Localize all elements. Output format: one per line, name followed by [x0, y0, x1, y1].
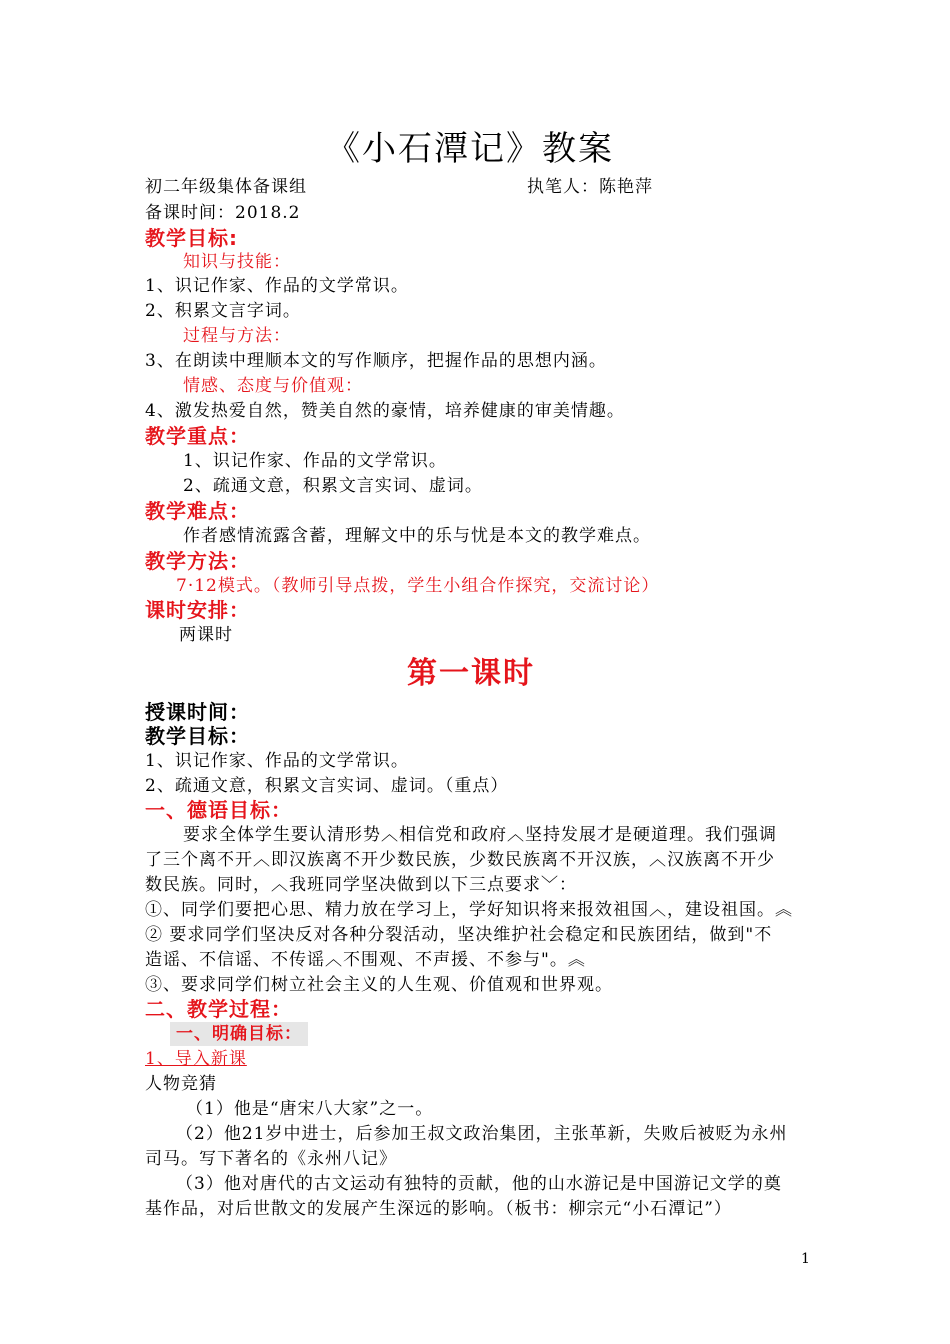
guess-label: 人物竞猜 [145, 1074, 217, 1094]
goal-item: 2、积累文言字词。 [145, 301, 301, 321]
process-heading: 二、教学过程： [145, 997, 292, 1021]
clue-line: （1）他是“唐宋八大家”之一。 [186, 1099, 434, 1119]
moral-text-line: 要求全体学生要认清形势︿相信党和政府︿坚持发展才是硬道理。我们强调 [183, 825, 777, 845]
moral-heading: 一、德语目标： [145, 798, 292, 822]
keypoints-heading: 教学重点： [145, 424, 250, 448]
goal-item: 3、在朗读中理顺本文的写作顺序，把握作品的思想内涵。 [145, 351, 607, 371]
lesson-time-label: 授课时间： [145, 700, 250, 724]
lesson-goal-item: 2、疏通文意，积累文言实词、虚词。（重点） [145, 776, 509, 796]
goal-item: 1、识记作家、作品的文学常识。 [145, 276, 409, 296]
moral-text-line: ③、要求同学们树立社会主义的人生观、价值观和世界观。 [145, 975, 613, 995]
document-title: 《小石潭记》教案 [326, 129, 614, 169]
lesson-goal-label: 教学目标： [145, 724, 250, 748]
moral-text-line: 造谣、不信谣、不传谣︿不围观、不声援、不参与"。︽ [145, 950, 586, 970]
prep-group: 初二年级集体备课组 [145, 177, 307, 197]
author: 执笔人：陈艳萍 [527, 177, 653, 197]
intro-subheading: 1、导入新课 [145, 1049, 247, 1069]
goals-heading: 教学目标: [145, 226, 238, 250]
goal-item: 4、激发热爱自然，赞美自然的豪情，培养健康的审美情趣。 [145, 401, 625, 421]
moral-text-line: ② 要求同学们坚决反对各种分裂活动，坚决维护社会稳定和民族团结，做到"不 [145, 925, 773, 945]
method-text: 7·12模式。（教师引导点拨，学生小组合作探究，交流讨论） [176, 576, 660, 596]
difficulty-heading: 教学难点： [145, 499, 250, 523]
process-label: 过程与方法： [183, 326, 291, 346]
clue-line: （3）他对唐代的古文运动有独特的贡献，他的山水游记是中国游记文学的奠 [176, 1174, 782, 1194]
method-heading: 教学方法： [145, 549, 250, 573]
schedule-text: 两课时 [179, 625, 233, 645]
lesson-goal-item: 1、识记作家、作品的文学常识。 [145, 751, 409, 771]
emotion-label: 情感、态度与价值观： [183, 376, 363, 396]
knowledge-label: 知识与技能： [183, 252, 291, 272]
lesson-heading: 第一课时 [407, 656, 535, 691]
clue-line: 司马。写下著名的《永州八记》 [145, 1149, 397, 1169]
moral-text-line: 了三个离不开︿即汉族离不开少数民族，少数民族离不开汉族，︿汉族离不开少 [145, 850, 775, 870]
prep-date: 备课时间：2018.2 [145, 203, 301, 223]
clear-goals-subheading: 一、明确目标： [170, 1022, 308, 1046]
difficulty-text: 作者感情流露含蓄，理解文中的乐与忧是本文的教学难点。 [183, 526, 651, 546]
clue-line: 基作品，对后世散文的发展产生深远的影响。（板书：柳宗元“小石潭记”） [145, 1199, 732, 1219]
moral-text-line: 数民族。同时，︿我班同学坚决做到以下三点要求﹀： [145, 875, 577, 895]
keypoint-item: 2、疏通文意，积累文言实词、虚词。 [183, 476, 483, 496]
keypoint-item: 1、识记作家、作品的文学常识。 [183, 451, 447, 471]
page-number: 1 [801, 1251, 811, 1267]
clue-line: （2）他21岁中进士，后参加王叔文政治集团，主张革新，失败后被贬为永州 [176, 1124, 788, 1144]
moral-text-line: ①、同学们要把心思、精力放在学习上，学好知识将来报效祖国︿，建设祖国。︽ [145, 900, 793, 920]
schedule-heading: 课时安排： [145, 598, 250, 622]
